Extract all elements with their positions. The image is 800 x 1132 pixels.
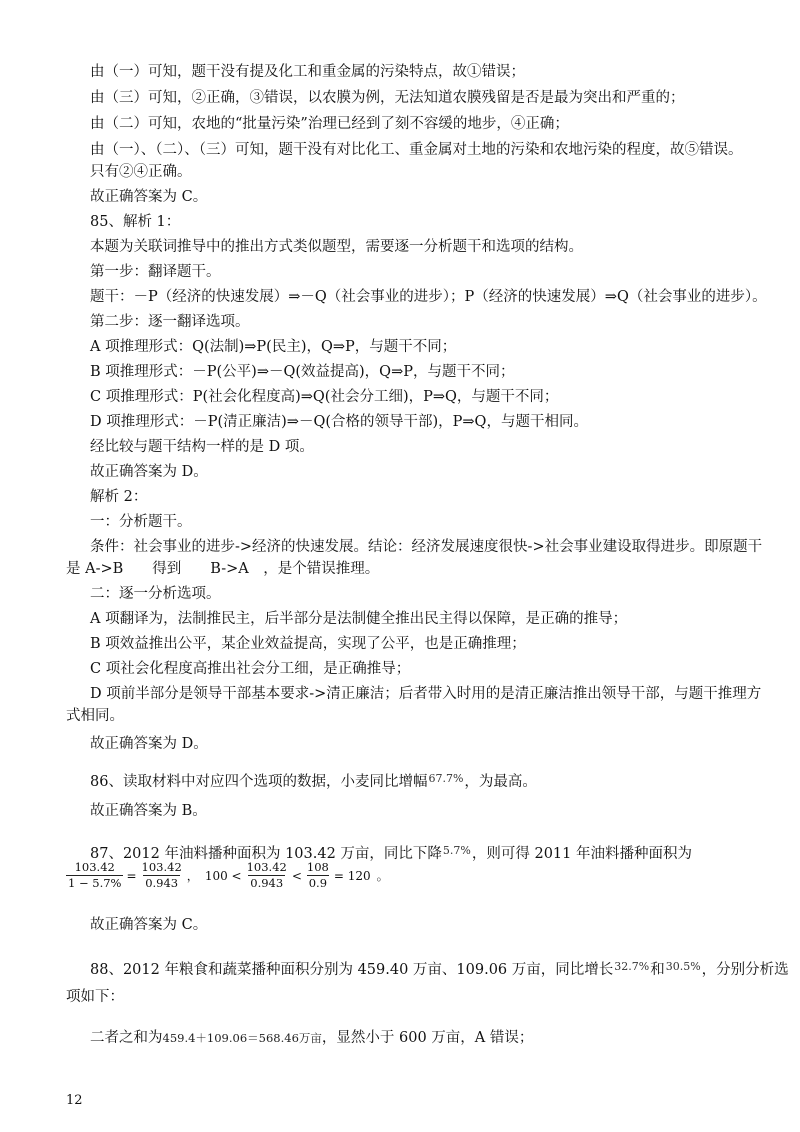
fraction <box>245 860 289 891</box>
q88-text-pre: 88、2012 年粮食和蔬菜播种面积分别为 459.40 万亩、109.06 万亩，同比增长 <box>90 962 614 978</box>
text-line: B 项效益推出公平，某企业效益提高，实现了公平，也是正确推理； <box>90 636 526 652</box>
fraction <box>140 860 184 891</box>
fraction-numerator: 103.42 <box>74 860 115 874</box>
answer-line: 故正确答案为 B。 <box>90 803 207 819</box>
text-line: 第二步：逐一翻译选项。 <box>90 314 250 330</box>
text-line: 是 A->B 得到 B->A ，是个错误推理。 <box>66 561 380 577</box>
fraction-denominator: 1 − 5.7% <box>68 876 122 890</box>
text-line: 经比较与题干结构一样的是 D 项。 <box>90 439 314 455</box>
text-line: A 项推理形式：Q(法制)⇒P(民主)，Q⇒P，与题干不同； <box>90 339 457 355</box>
text-line: A 项翻译为，法制推民主，后半部分是法制健全推出民主得以保障，是正确的推导； <box>90 611 628 627</box>
text-line: 题干：－P（经济的快速发展）⇒－Q（社会事业的进步）；P（经济的快速发展）⇒Q（社会事业的进步）。 <box>90 289 767 305</box>
fraction-numerator: 103.42 <box>141 860 182 874</box>
answer-line: 故正确答案为 D。 <box>90 736 208 752</box>
q88a-formula: 459.4＋109.06＝568.46万亩 <box>162 1031 322 1045</box>
question-86-line <box>90 769 750 792</box>
page-number: 12 <box>66 1093 83 1108</box>
text-line: B 项推理形式：－P(公平)⇒－Q(效益提高)，Q⇒P，与题干不同； <box>90 364 515 380</box>
text-line: 二：逐一分析选项。 <box>90 586 221 602</box>
section-heading: 解析 2： <box>90 489 148 505</box>
q88a-text-post: ，显然小于 600 万亩，A 错误； <box>321 1030 534 1046</box>
text-line: 项如下： <box>66 989 124 1005</box>
text-line: D 项推理形式：－P(清正廉洁)⇒－Q(合格的领导干部)，P⇒Q，与题干相同。 <box>90 414 588 430</box>
q87-equation <box>66 860 392 904</box>
fraction <box>66 860 123 891</box>
q88a-text-pre: 二者之和为 <box>90 1030 163 1046</box>
q86-text-post: ，为最高。 <box>464 774 537 790</box>
fraction <box>305 860 331 891</box>
section-heading: 85、解析 1： <box>90 214 181 230</box>
fraction-numerator: 108 <box>306 860 329 874</box>
answer-line: 故正确答案为 C。 <box>90 189 208 205</box>
text-line: D 项前半部分是领导干部基本要求->清正廉洁；后者带入时用的是清正廉洁推出领导干部，与题干推理方 <box>90 686 762 702</box>
text-line: 本题为关联词推导中的推出方式类似题型，需要逐一分析题干和选项的结构。 <box>90 239 583 255</box>
q87-text-pre: 87、2012 年油料播种面积为 103.42 万亩，同比下降 <box>90 846 442 862</box>
q88-text-post: ，分别分析选 <box>701 962 789 978</box>
period: 。 <box>376 869 389 883</box>
q88-and: 和 <box>650 962 665 978</box>
answer-line: 故正确答案为 C。 <box>90 917 208 933</box>
text-line: 条件：社会事业的进步->经济的快速发展。结论：经济发展速度很快->社会事业建设取得进步。即原题干 <box>90 539 763 555</box>
text-line: C 项社会化程度高推出社会分工细，是正确推导； <box>90 661 411 677</box>
text-line: 一：分析题干。 <box>90 514 192 530</box>
text-line: 由（一）可知，题干没有提及化工和重金属的污染特点，故①错误； <box>90 64 525 80</box>
answer-line: 故正确答案为 D。 <box>90 464 208 480</box>
q87-text-post: ，则可得 2011 年油料播种面积为 <box>471 846 692 862</box>
equation-result: = 120 <box>333 868 371 883</box>
option-a-line <box>90 1028 750 1048</box>
text-line: 由（三）可知，②正确，③错误，以农膜为例，无法知道农膜残留是否是最为突出和严重的； <box>90 90 685 106</box>
less-than-sign: < <box>291 868 302 883</box>
fraction-denominator: 0.9 <box>308 876 328 890</box>
q86-percent: 67.7% <box>428 772 464 785</box>
text-line: 只有②④正确。 <box>90 164 192 180</box>
text-line: 由（一）、（二）、（三）可知，题干没有对比化工、重金属对土地的污染和农地污染的程度，故⑤错误。 <box>90 142 743 158</box>
text-line: C 项推理形式：P(社会化程度高)⇒Q(社会分工细)，P⇒Q，与题干不同； <box>90 389 559 405</box>
q88-percent-2: 30.5% <box>665 960 701 973</box>
fraction-denominator: 0.943 <box>145 876 179 890</box>
question-88-line <box>90 957 789 980</box>
q87-percent: 5.7% <box>442 844 471 857</box>
text-line: 第一步：翻译题干。 <box>90 264 221 280</box>
comma: ， <box>186 869 199 883</box>
inequality-left: 100 < <box>204 868 242 883</box>
q88-percent-1: 32.7% <box>614 960 650 973</box>
text-line: 由（二）可知，农地的“批量污染”治理已经到了刻不容缓的地步，④正确； <box>90 116 569 132</box>
fraction-numerator: 103.42 <box>246 860 287 874</box>
fraction-denominator: 0.943 <box>250 876 284 890</box>
q86-text-pre: 86、读取材料中对应四个选项的数据，小麦同比增幅 <box>90 774 428 790</box>
equals-sign: = <box>126 868 137 883</box>
text-line: 式相同。 <box>66 708 124 724</box>
